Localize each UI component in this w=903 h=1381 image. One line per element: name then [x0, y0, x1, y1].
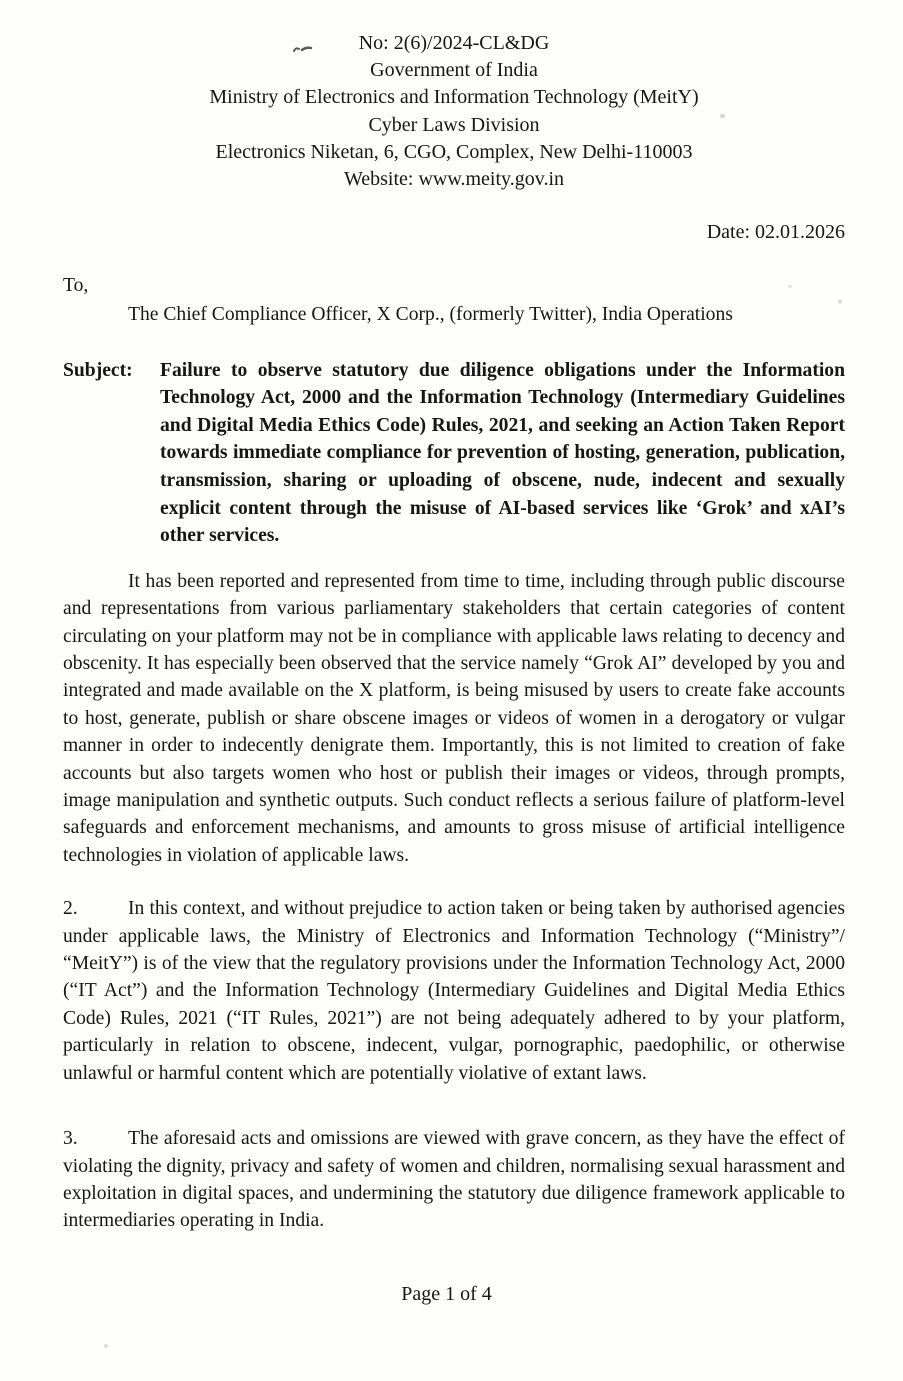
org-line-division: Cyber Laws Division	[368, 113, 540, 136]
body-paragraph-3	[63, 1125, 845, 1235]
letterhead	[63, 30, 845, 193]
org-line-government: Government of India	[370, 59, 538, 82]
reference-number: No: 2(6)/2024-CL&DG	[358, 32, 550, 54]
to-label: To,	[63, 274, 89, 296]
org-line-ministry: Ministry of Electronics and Information Technology (MeitY)	[209, 86, 699, 109]
recipient-block	[63, 271, 845, 329]
scan-speck	[838, 299, 842, 304]
pen-mark-icon	[292, 36, 320, 63]
subject-text: Failure to observe statutory due diligence obligations under the Information Technology Act, 2000 and the Information Technology (Intermediary Guidelines and Digital Media Ethics Code) Rules, 2021, and seeking an Action Taken Report towards immediate compliance for prevention of hosting, generation, publication, transmission, sharing or uploading of obscene, nude, indecent and sexually explicit content through the misuse of AI-based services like ‘Grok’ and xAI’s other services.	[160, 359, 845, 547]
body-paragraph-1	[63, 568, 845, 869]
paragraph-text: The aforesaid acts and omissions are viewed with grave concern, as they have the effect of violating the dignity, privacy and safety of women and children, normalising sexual harassment and exploitation in digital spaces, and undermining the statutory due diligence framework applicable to intermediaries operating in India.	[63, 1128, 845, 1232]
paragraph-text: In this context, and without prejudice to action taken or being taken by authorised agencies under applicable laws, the Ministry of Electronics and Information Technology (“Ministry”/ “MeitY”) is of the view that the regulatory provisions under the Information Technology Act, 2000 (“IT Act”) and the Information Technology (Intermediary Guidelines and Digital Media Ethics Code) Rules, 2021 (“IT Rules, 2021”) are not being adequately adhered to by your platform, particularly in relation to obscene, indecent, vulgar, pornographic, paedophilic, or otherwise unlawful or harmful content which are potentially violative of extant laws.	[63, 898, 845, 1084]
scan-speck	[788, 285, 792, 288]
org-line-website: Website: www.meity.gov.in	[343, 168, 565, 191]
paragraph-text: It has been reported and represented from time to time, including through public discourse and representations from various parliamentary stakeholders that certain categories of content circulating on your platform may not be in compliance with applicable laws relating to decency and obscenity. It has especially been observed that the service namely “Grok AI” developed by you and integrated and made available on the X platform, is being misused by users to create fake accounts to host, generate, publish or share obscene images or videos of women in a derogatory or vulgar manner in order to indecently denigrate them. Importantly, this is not limited to creation of fake accounts but also targets women who host or publish their images or videos, through prompts, image manipulation and synthetic outputs. Such conduct reflects a serious failure of platform-level safeguards and enforcement mechanisms, and amounts to gross misuse of artificial intelligence technologies in violation of applicable laws.	[63, 570, 845, 866]
scan-speck	[720, 114, 725, 118]
body-paragraph-2	[63, 895, 845, 1087]
scan-speck	[104, 1344, 108, 1348]
recipient-line: The Chief Compliance Officer, X Corp., (formerly Twitter), India Operations	[128, 303, 733, 325]
page-number: Page 1 of 4	[401, 1283, 492, 1305]
org-line-address: Electronics Niketan, 6, CGO, Complex, New Delhi-110003	[215, 140, 693, 163]
subject-label: Subject:	[63, 359, 133, 381]
subject-block	[63, 357, 845, 550]
paragraph-number: 2.	[63, 898, 78, 920]
letter-date: Date: 02.01.2026	[706, 221, 845, 244]
paragraph-number: 3.	[63, 1128, 78, 1150]
